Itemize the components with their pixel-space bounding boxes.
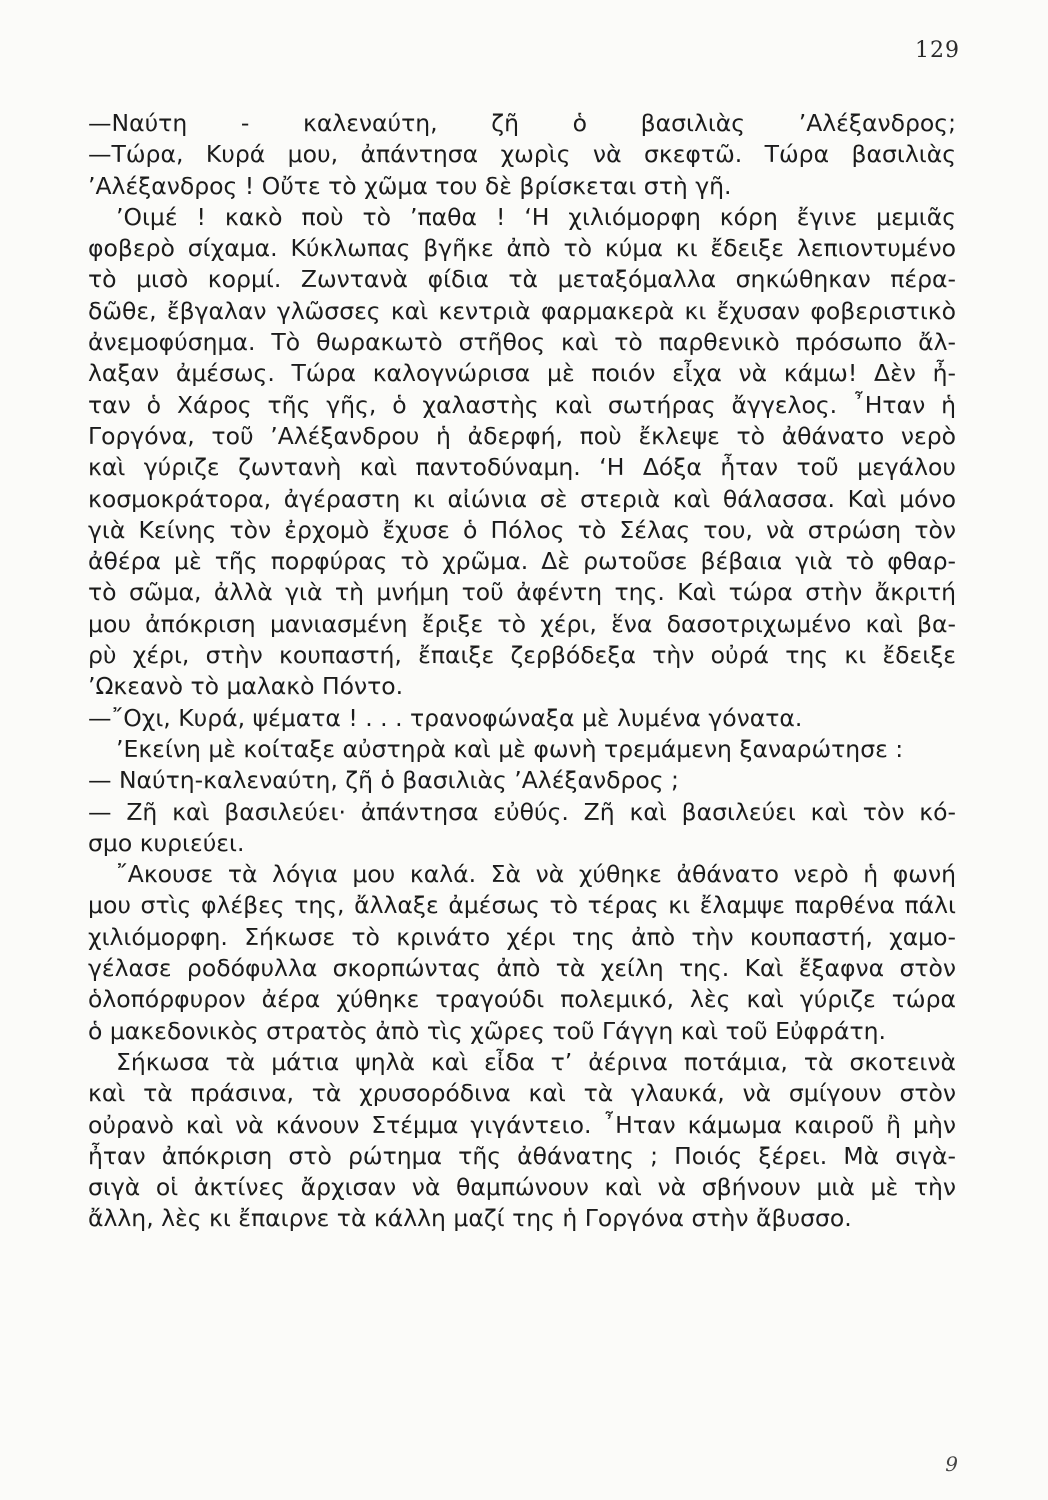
text-line: ἦταν ἀπόκριση στὸ ρώτημα τῆς ἀθάνατης ; Ποιός ξέρει. Μὰ σιγὰ-: [88, 1141, 956, 1170]
text-line: λαξαν ἀμέσως. Τώρα καλογνώρισα μὲ ποιόν εἶχα νὰ κάμω! Δὲν ἦ-: [88, 359, 956, 388]
text-line: ρὺ χέρι, στὴν κουπαστή, ἔπαιξε ζερβόδεξα τὴν οὐρά της κι ἔδειξε: [88, 641, 956, 670]
text-line: Γοργόνα, τοῦ ’Αλέξανδρου ἡ ἀδερφή, ποὺ ἔκλεψε τὸ ἀθάνατο νερὸ: [88, 421, 956, 450]
text-line: ταν ὁ Χάρος τῆς γῆς, ὁ χαλαστὴς καὶ σωτήρας ἄγγελος. ῏Ηταν ἡ: [88, 390, 956, 419]
page-number: 129: [915, 38, 960, 63]
text-line: ’Ωκεανὸ τὸ μαλακὸ Πόντο.: [88, 672, 404, 701]
text-line: ἀνεμοφύσημα. Τὸ θωρακωτὸ στῆθος καὶ τὸ παρθενικὸ πρόσωπο ἄλ-: [88, 328, 956, 357]
text-line: φοβερὸ σίχαμα. Κύκλωπας βγῆκε ἀπὸ τὸ κύμα κι ἔδειξε λεπιοντυμένο: [88, 234, 956, 263]
text-line: σμο κυριεύει.: [88, 828, 245, 857]
text-line: —Ναύτη - καλεναύτη, ζῆ ὁ βασιλιὰς ’Αλέξανδρος;: [88, 109, 956, 137]
text-line: καὶ τὰ πράσινα, τὰ χρυσορόδινα καὶ τὰ γλαυκά, νὰ σμίγουν στὸν: [88, 1079, 956, 1108]
text-line: σιγὰ οἱ ἀκτίνες ἄρχισαν νὰ θαμπώνουν καὶ νὰ σβήνουν μιὰ μὲ τὴν: [88, 1173, 956, 1202]
text-line: — Ζῆ καὶ βασιλεύει· ἀπάντησα εὐθύς. Ζῆ καὶ βασιλεύει καὶ τὸν κό-: [88, 797, 956, 826]
text-line: Σήκωσα τὰ μάτια ψηλὰ καὶ εἶδα τ’ ἀέρινα ποτάμια, τὰ σκοτεινὰ: [116, 1047, 956, 1076]
text-line: τὸ μισὸ κορμί. Ζωντανὰ φίδια τὰ μεταξόμαλλα σηκώθηκαν πέρα-: [88, 265, 956, 294]
signature-mark: 9: [945, 1452, 958, 1476]
text-line: γιὰ Κείνης τὸν ἐρχομὸ ἔχυσε ὁ Πόλος τὸ Σέλας του, νὰ στρώση τὸν: [88, 515, 956, 544]
text-line: —῎Οχι, Κυρά, ψέματα ! . . . τρανοφώναξα μὲ λυμένα γόνατα.: [88, 703, 803, 732]
text-line: ῎Ακουσε τὰ λόγια μου καλά. Σὰ νὰ χύθηκε ἀθάνατο νερὸ ἡ φωνή: [116, 860, 956, 889]
text-line: ὁ μακεδονικὸς στρατὸς ἀπὸ τὶς χῶρες τοῦ Γάγγη καὶ τοῦ Εὐφράτη.: [88, 1016, 886, 1045]
text-line: οὐρανὸ καὶ νὰ κάνουν Στέμμα γιγάντειο. ῏Ηταν κάμωμα καιροῦ ἢ μὴν: [88, 1110, 956, 1139]
text-line: ’Αλέξανδρος ! Οὔτε τὸ χῶμα του δὲ βρίσκεται στὴ γῆ.: [88, 171, 732, 200]
body-text: [88, 108, 956, 1235]
text-line: τὸ σῶμα, ἀλλὰ γιὰ τὴ μνήμη τοῦ ἀφέντη της. Καὶ τώρα στὴν ἄκριτή: [88, 578, 956, 607]
text-line: —Τώρα, Κυρά μου, ἀπάντησα χωρὶς νὰ σκεφτῶ. Τώρα βασιλιὰς: [88, 140, 956, 169]
text-line: δῶθε, ἔβγαλαν γλῶσσες καὶ κεντριὰ φαρμακερὰ κι ἔχυσαν φοβεριστικὸ: [88, 296, 956, 325]
text-line: χιλιόμορφη. Σήκωσε τὸ κρινάτο χέρι της ἀπὸ τὴν κουπαστή, χαμο-: [88, 922, 956, 951]
text-line: ἄλλη, λὲς κι ἔπαιρνε τὰ κάλλη μαζί της ἡ Γοργόνα στὴν ἄβυσσο.: [88, 1204, 852, 1233]
text-line: — Ναύτη-καλεναύτη, ζῆ ὁ βασιλιὰς ’Αλέξανδρος ;: [88, 766, 679, 795]
text-line: ’Εκείνη μὲ κοίταξε αὐστηρὰ καὶ μὲ φωνὴ τρεμάμενη ξαναρώτησε :: [116, 734, 904, 763]
text-line: γέλασε ροδόφυλλα σκορπώντας ἀπὸ τὰ χείλη της. Καὶ ἔξαφνα στὸν: [88, 954, 956, 983]
text-line: κοσμοκράτορα, ἀγέραστη κι αἰώνια σὲ στεριὰ καὶ θάλασσα. Καὶ μόνο: [88, 484, 956, 513]
text-line: ’Οιμέ ! κακὸ ποὺ τὸ ’παθα ! ‘Η χιλιόμορφη κόρη ἔγινε μεμιᾶς: [116, 202, 956, 231]
text-line: καὶ γύριζε ζωντανὴ καὶ παντοδύναμη. ‘Η Δόξα ἦταν τοῦ μεγάλου: [88, 453, 956, 482]
text-line: ἀθέρα μὲ τῆς πορφύρας τὸ χρῶμα. Δὲ ρωτοῦσε βέβαια γιὰ τὸ φθαρ-: [88, 547, 956, 576]
text-line: ὁλοπόρφυρον ἀέρα χύθηκε τραγούδι πολεμικό, λὲς καὶ γύριζε τώρα: [88, 985, 956, 1014]
text-line: μου ἀπόκριση μανιασμένη ἔριξε τὸ χέρι, ἕνα δασοτριχωμένο καὶ βα-: [88, 609, 956, 638]
text-line: μου στὶς φλέβες της, ἄλλαξε ἀμέσως τὸ τέρας κι ἔλαμψε παρθένα πάλι: [88, 891, 956, 920]
